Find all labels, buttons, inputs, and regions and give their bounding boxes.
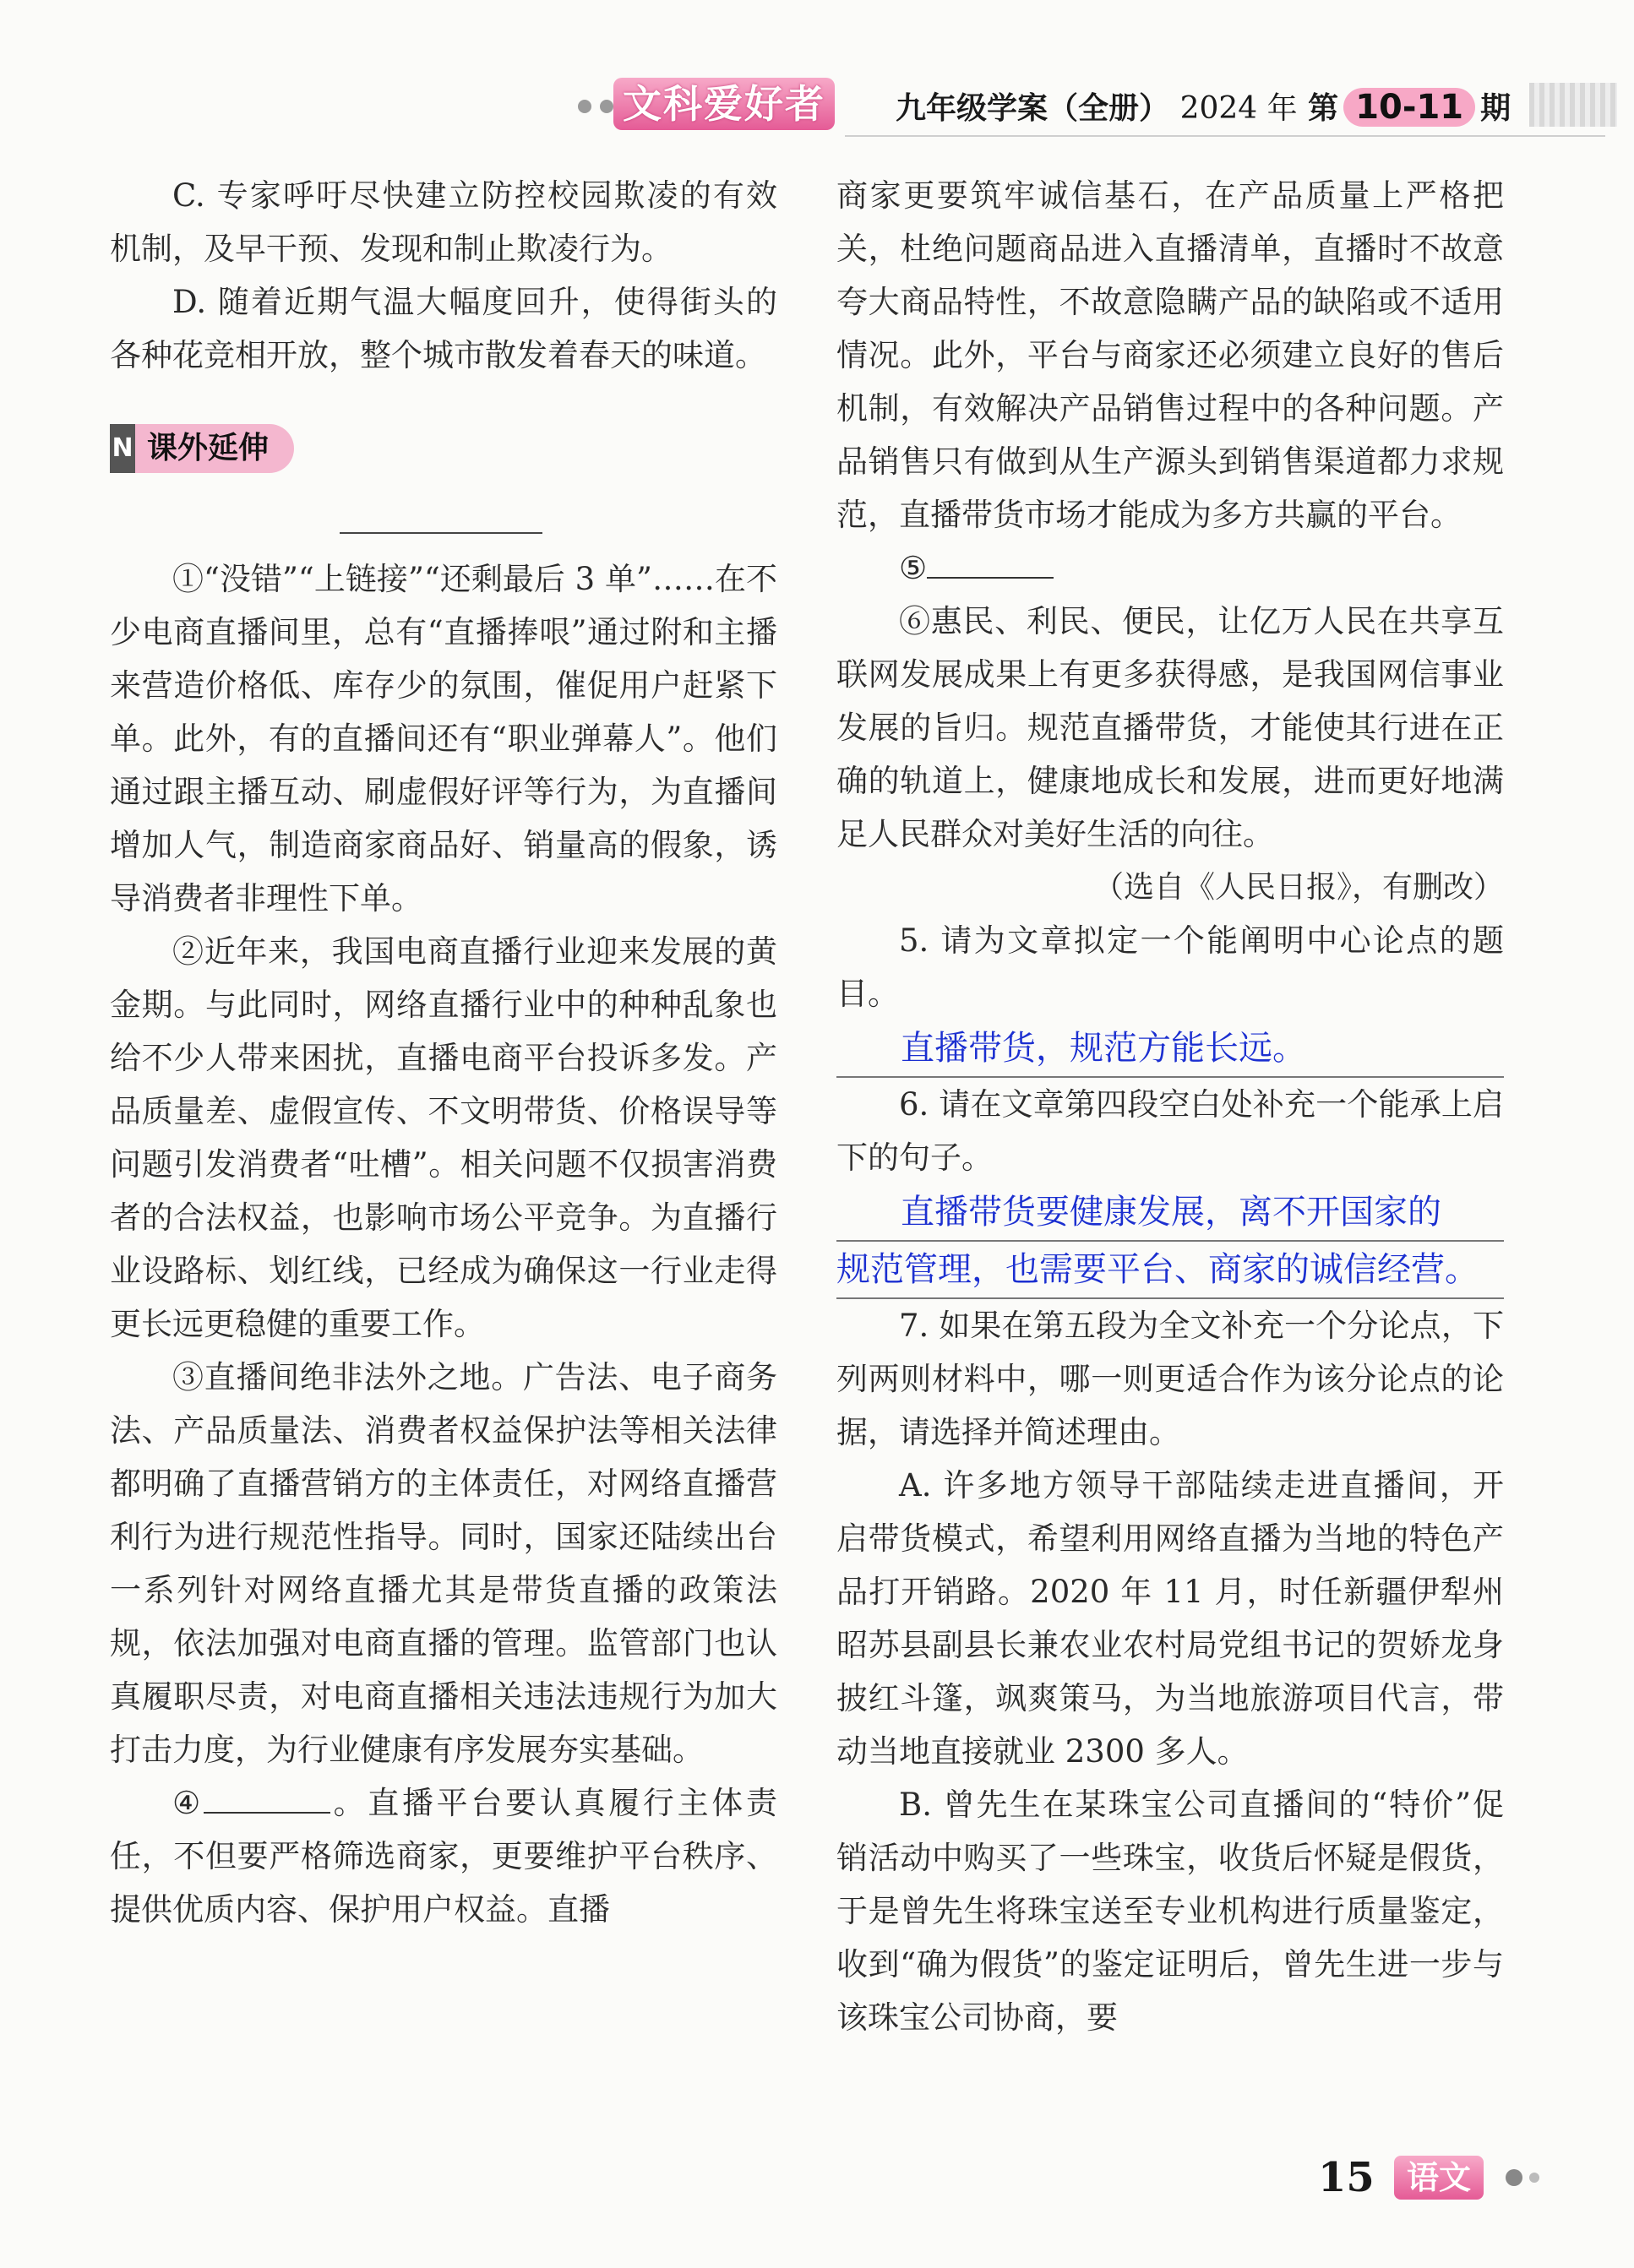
paragraph-4-number: ④ bbox=[172, 1785, 204, 1821]
left-column bbox=[110, 169, 777, 1936]
issue-number: 10-11 bbox=[1343, 88, 1475, 127]
article-paragraph-2: ②近年来，我国电商直播行业迎来发展的黄金期。与此同时，网络直播行业中的种种乱象也给不少人带来困扰，直播电商平台投诉多发。产品质量差、虚假宣传、不文明带货、价格误导等问题引发消费者“吐槽”。相关问题不仅损害消费者的合法权益，也影响市场公平竞争。为直播行业设路标、划红线，已经成为确保这一行业走得更长远更稳健的重要工作。 bbox=[110, 933, 777, 1342]
question-7-material-a: A. 许多地方领导干部陆续走进直播间，开启带货模式，希望利用网络直播为当地的特色产品打开销路。2020 年 11 月，时任新疆伊犁州昭苏县副县长兼农业农村局党组书记的贺娇龙身披红斗篷，飒爽策马，为当地旅游项目代言，带动当地直接就业 2300 多人。 bbox=[836, 1467, 1504, 1770]
paragraph-4-text: 。直播平台要认真履行主体责任，不但要严格筛选商家，更要维护平台秩序、提供优质内容、保护用户权益。直播 bbox=[110, 1785, 778, 1928]
edition-info bbox=[896, 84, 1511, 128]
subject-badge: 语文 bbox=[1394, 2156, 1484, 2200]
article-paragraph-5 bbox=[836, 541, 1504, 595]
section-mark-icon: N bbox=[110, 424, 135, 473]
header-rule bbox=[845, 135, 1605, 137]
question-7: 7. 如果在第五段为全文补充一个分论点，下列两则材料中，哪一则更适合作为该分论点的论据，请选择并简述理由。 bbox=[836, 1308, 1504, 1450]
answer-6-line-2: 规范管理，也需要平台、商家的诚信经营。 bbox=[836, 1242, 1504, 1299]
right-column bbox=[836, 169, 1504, 2044]
article-paragraph-4-continued: 商家更要筑牢诚信基石，在产品质量上严格把关，杜绝问题商品进入直播清单，直播时不故意夸大商品特性，不故意隐瞒产品的缺陷或不适用情况。此外，平台与商家还必须建立良好的售后机制，有效解决产品销售过程中的各种问题。产品销售只有做到从生产源头到销售渠道都力求规范，直播带货市场才能成为多方共赢的平台。 bbox=[836, 177, 1504, 533]
page-header bbox=[0, 0, 1634, 144]
question-6: 6. 请在文章第四段空白处补充一个能承上启下的句子。 bbox=[836, 1086, 1504, 1176]
question-5: 5. 请为文章拟定一个能阐明中心论点的题目。 bbox=[836, 922, 1504, 1012]
article-paragraph-3: ③直播间绝非法外之地。广告法、电子商务法、产品质量法、消费者权益保护法等相关法律都明确了直播营销方的主体责任，对网络直播营利行为进行规范性指导。同时，国家还陆续出台一系列针对网络直播尤其是带货直播的政策法规，依法加强对电商直播的管理。监管部门也认真履职尽责，对电商直播相关违法违规行为加大打击力度，为行业健康有序发展夯实基础。 bbox=[110, 1359, 777, 1768]
footer-dot-icon bbox=[1506, 2169, 1522, 2186]
page-number: 15 bbox=[1318, 2154, 1375, 2201]
article-paragraph-6: ⑥惠民、利民、便民，让亿万人民在共享互联网发展成果上有更多获得感，是我国网信事业发展的旨归。规范直播带货，才能使其行进在正确的轨道上，健康地成长和发展，进而更好地满足人民群众对美好生活的向往。 bbox=[836, 603, 1504, 852]
paragraph-5-blank bbox=[927, 548, 1054, 579]
paragraph-5-number: ⑤ bbox=[899, 550, 928, 586]
article-paragraph-1: ①“没错”“上链接”“还剩最后 3 单”……在不少电商直播间里，总有“直播捧哏”通过附和主播来营造价格低、库存少的氛围，催促用户赶紧下单。此外，有的直播间还有“职业弹幕人”。他们通过跟主播互动、刷虚假好评等行为，为直播间增加人气，制造商家商品好、销量高的假象，诱导消费者非理性下单。 bbox=[110, 561, 777, 916]
edition-text: 九年级学案（全册） bbox=[896, 91, 1170, 126]
edition-year: 2024 年 bbox=[1179, 91, 1298, 126]
question-7-material-b: B. 曾先生在某珠宝公司直播间的“特价”促销活动中购买了一些珠宝，收货后怀疑是假货，于是曾先生将珠宝送至专业机构进行质量鉴定，收到“确为假货”的鉴定证明后，曾先生进一步与该珠宝公司协商，要 bbox=[836, 1787, 1504, 2036]
article-source: （选自《人民日报》，有删改） bbox=[1092, 870, 1504, 905]
article-paragraph-4 bbox=[110, 1776, 777, 1936]
header-stripe-decoration bbox=[1529, 83, 1617, 127]
answer-6-line-1: 直播带货要健康发展，离不开国家的 bbox=[836, 1184, 1504, 1242]
issue-prefix: 第 bbox=[1308, 91, 1339, 126]
article-title-blank bbox=[340, 532, 542, 534]
answer-5: 直播带货，规范方能长远。 bbox=[836, 1020, 1504, 1078]
section-heading bbox=[110, 424, 294, 473]
footer-dot-small-icon bbox=[1529, 2173, 1539, 2183]
paragraph-4-blank bbox=[204, 1783, 330, 1814]
option-c: C. 专家呼吁尽快建立防控校园欺凌的有效机制，及早干预、发现和制止欺凌行为。 bbox=[110, 177, 777, 267]
magazine-brand: 文科爱好者 bbox=[613, 78, 835, 130]
section-title: 课外延伸 bbox=[147, 431, 270, 465]
option-d: D. 随着近期气温大幅度回升，使得街头的各种花竞相开放，整个城市散发着春天的味道。 bbox=[110, 284, 777, 373]
issue-suffix: 期 bbox=[1480, 91, 1511, 126]
